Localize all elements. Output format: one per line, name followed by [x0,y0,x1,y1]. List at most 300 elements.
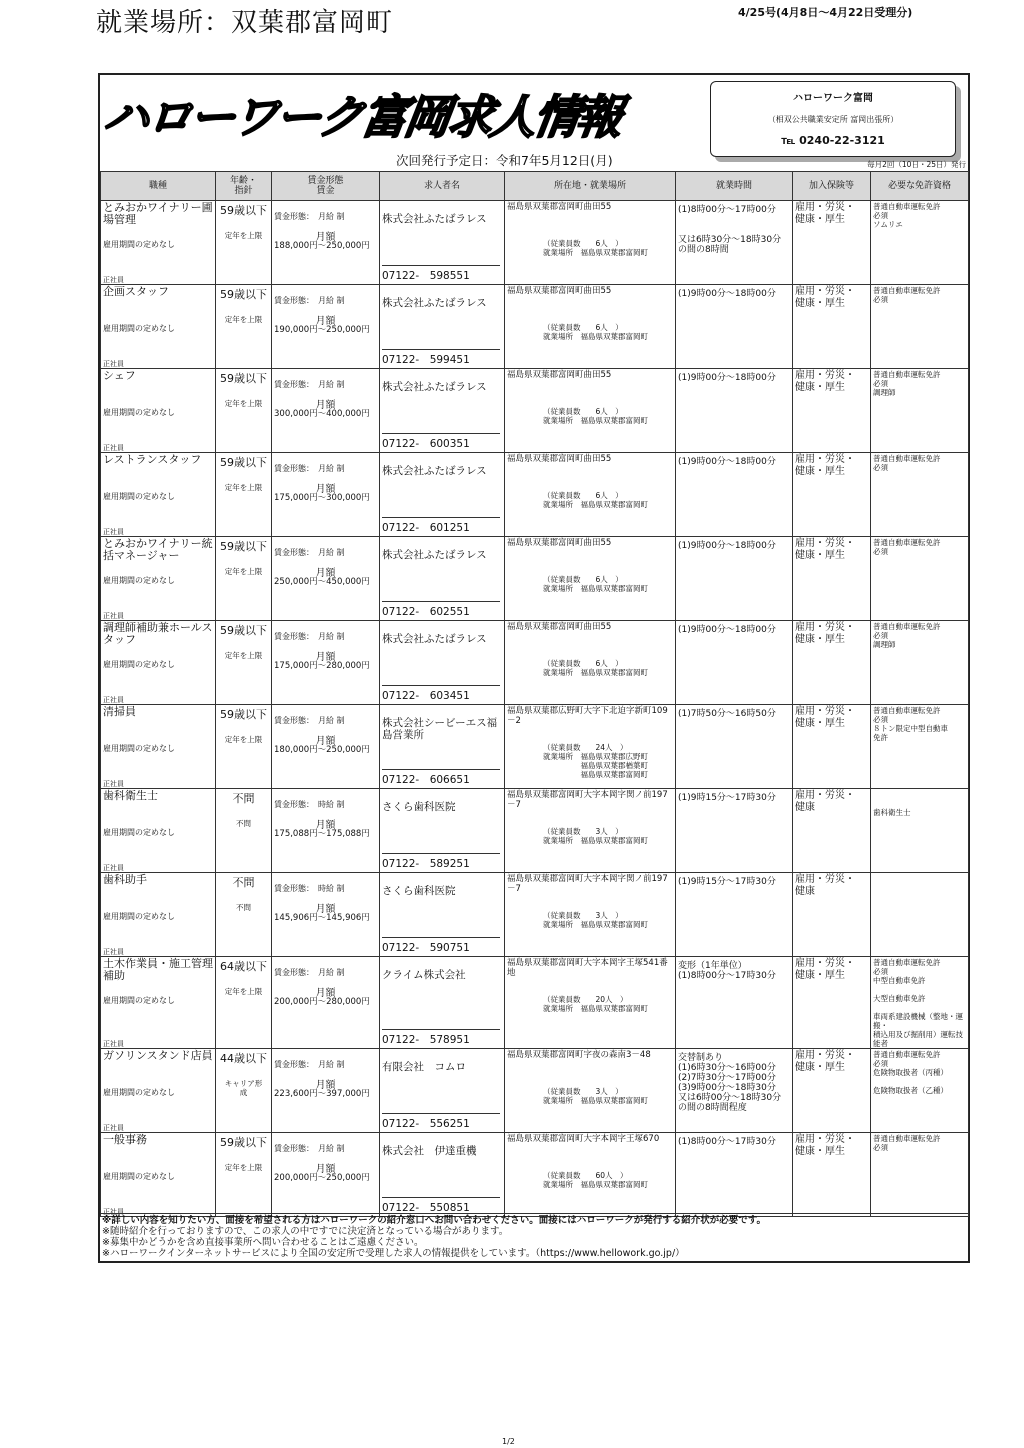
employee-info [543,323,648,341]
age-limit: 59歳以下 [220,372,267,385]
working-hours: (1)8時00分～17時30分 [678,1137,776,1147]
age-cell [216,873,272,957]
employee-count: （従業員数 6人 ） [543,323,623,332]
table-row [101,201,969,285]
wage-cell [272,1049,380,1133]
office-name: ハローワーク富岡 [793,93,873,104]
wage-type: 賃金形態： 時給 制 [274,800,345,809]
wage-range: 300,000円～400,000円 [274,409,370,419]
employer-cell [380,285,505,369]
workplace: 就業場所 福島県双葉郡富岡町 [543,332,648,341]
location-cell [505,285,676,369]
title-cell [101,873,216,957]
wage-cell [272,537,380,621]
wage-label: 月額 [315,988,336,999]
employment-type: 正社員 [103,1208,124,1216]
working-hours: 交替制あり (1)6時30分～16時00分 (2)7時30分～17時00分 (3)9時00分～18時30分 又は6時00分～18時30分 の間の8時間程度 [678,1053,782,1113]
job-number: 07122- 600351 [382,433,500,451]
title-cell [101,285,216,369]
employee-count: （従業員数 3人 ） [543,827,623,836]
age-condition: 定年を上限 [224,987,263,996]
age-condition: 定年を上限 [224,483,263,492]
employee-info [543,743,648,779]
working-hours: (1)9時00分～18時00分 [678,289,776,299]
wage-cell [272,873,380,957]
hours-cell [676,705,793,789]
age-condition: 定年を上限 [224,735,263,744]
age-limit: 59歳以下 [220,708,267,721]
banner-title: ハローワーク富岡求人情報 [99,90,624,144]
insurance-cell [793,621,871,705]
job-number: 07122- 556251 [382,1113,500,1131]
header-cell: 加入保険等 [793,172,871,201]
employment-period: 雇用期間の定めなし [103,1088,175,1097]
insurance-cell [793,705,871,789]
insurance-cell [793,789,871,873]
table-header-row [101,172,969,201]
employee-count: （従業員数 6人 ） [543,575,623,584]
job-number: 07122- 601251 [382,517,500,535]
table-row [101,789,969,873]
hours-cell [676,453,793,537]
insurance-cell [793,1133,871,1217]
table-row [101,957,969,1049]
hours-cell [676,285,793,369]
job-title: 企画スタッフ [103,285,169,298]
license-cell [871,789,969,873]
title-cell [101,1049,216,1133]
wage-type: 賃金形態： 月給 制 [274,632,345,641]
location-cell [505,873,676,957]
employee-info [543,239,648,257]
age-condition: 不問 [236,903,251,912]
wage-label: 月額 [315,232,336,243]
working-hours: 変形（1年単位） (1)8時00分～17時30分 [678,961,776,981]
working-hours: (1)7時50分～16時50分 [678,709,776,719]
age-condition: 定年を上限 [224,231,263,240]
insurance: 雇用・労災・ 健康・厚生 [795,370,855,393]
insurance: 雇用・労災・ 健康・厚生 [795,538,855,561]
license-cell [871,957,969,1049]
required-license: 普通自動車運転免許 必須 [873,1134,941,1152]
employee-info [543,407,648,425]
wage-range: 200,000円～250,000円 [274,1173,370,1183]
insurance-cell [793,1049,871,1133]
title-cell [101,621,216,705]
address: 福島県双葉郡富岡町曲田55 [507,286,612,296]
age-cell [216,789,272,873]
wage-cell [272,453,380,537]
wage-range: 145,906円～145,906円 [274,913,370,923]
job-number: 07122- 590751 [382,937,500,955]
issue-label: 4/25号(4月8日～4月22日受理分) [738,6,913,19]
age-cell [216,537,272,621]
insurance-cell [793,537,871,621]
job-title: レストランスタッフ [103,453,202,466]
wage-type: 賃金形態： 月給 制 [274,296,345,305]
location-cell [505,621,676,705]
workplace: 就業場所 福島県双葉郡富岡町 [543,500,648,509]
employment-type: 正社員 [103,276,124,284]
page-number: 1/2 [502,1437,515,1446]
working-hours: (1)9時00分～18時00分 [678,457,776,467]
employment-period: 雇用期間の定めなし [103,240,175,249]
license-cell [871,873,969,957]
employee-count: （従業員数 6人 ） [543,491,623,500]
insurance-cell [793,285,871,369]
table-row [101,537,969,621]
employer-name: クライム株式会社 [382,969,466,981]
required-license: 普通自動車運転免許 必須 ８トン限定中型自動車 免許 [873,706,948,742]
age-limit: 59歳以下 [220,540,267,553]
page-title: 就業場所：双葉郡富岡町 [96,8,394,38]
header-cell: 所在地・就業場所 [505,172,676,201]
employee-count: （従業員数 6人 ） [543,407,623,416]
required-license: 普通自動車運転免許 必須 調理師 [873,622,941,649]
job-title: とみおかワイナリー圃場管理 [103,201,213,226]
workplace: 就業場所 福島県双葉郡富岡町 [543,1096,648,1105]
employment-type: 正社員 [103,948,124,956]
employer-cell [380,873,505,957]
required-license: 歯科衛生士 [873,808,911,817]
working-hours: (1)9時00分～18時00分 [678,625,776,635]
license-cell [871,621,969,705]
header-cell: 職種 [101,172,216,201]
wage-range: 188,000円～250,000円 [274,241,370,251]
job-title: 歯科助手 [103,873,147,886]
hours-cell [676,1049,793,1133]
employer-name: 株式会社ふたばラレス [382,549,487,561]
age-cell [216,957,272,1049]
table-row [101,453,969,537]
next-issue-date: 次回発行予定日：令和7年5月12日(月) [396,153,613,168]
insurance-cell [793,369,871,453]
wage-label: 月額 [315,904,336,915]
wage-label: 月額 [315,400,336,411]
hours-cell [676,789,793,873]
employer-cell [380,621,505,705]
age-condition: 定年を上限 [224,399,263,408]
location-cell [505,369,676,453]
required-license: 普通自動車運転免許 必須 危険物取扱者（丙種） 危険物取扱者（乙種） [873,1050,948,1095]
employment-period: 雇用期間の定めなし [103,828,175,837]
license-cell [871,285,969,369]
wage-range: 200,000円～280,000円 [274,997,370,1007]
job-title: とみおかワイナリー統括マネージャー [103,537,213,562]
address: 福島県双葉郡富岡町大字本岡字関ノ前197－7 [507,790,668,810]
working-hours: (1)9時15分～17時30分 [678,877,776,887]
wage-label: 月額 [315,736,336,747]
job-number: 07122- 598551 [382,265,500,283]
employee-count: （従業員数 3人 ） [543,911,623,920]
employee-info [543,659,648,677]
insurance: 雇用・労災・ 健康 [795,790,855,813]
title-cell [101,453,216,537]
employer-cell [380,201,505,285]
address: 福島県双葉郡富岡町曲田55 [507,454,612,464]
employer-cell [380,957,505,1049]
wage-label: 月額 [315,1164,336,1175]
address: 福島県双葉郡富岡町大字本岡字王塚541番地 [507,958,668,978]
required-license: 普通自動車運転免許 必須 調理師 [873,370,941,397]
employee-count: （従業員数 6人 ） [543,659,623,668]
license-cell [871,201,969,285]
wage-type: 賃金形態： 月給 制 [274,1060,345,1069]
age-condition: 定年を上限 [224,651,263,660]
workplace: 就業場所 福島県双葉郡富岡町 [543,1004,648,1013]
wage-label: 月額 [315,820,336,831]
employment-type: 正社員 [103,360,124,368]
wage-range: 175,000円～300,000円 [274,493,370,503]
workplace: 就業場所 福島県双葉郡富岡町 [543,836,648,845]
employment-type: 正社員 [103,864,124,872]
age-limit: 不問 [232,792,255,805]
employer-name: 株式会社ふたばラレス [382,213,487,225]
employee-info [543,827,648,845]
age-condition: キャリア形 成 [224,1079,263,1097]
notes [100,1213,968,1260]
table-row [101,1133,969,1217]
table-row [101,873,969,957]
employer-cell [380,369,505,453]
address: 福島県双葉郡富岡町曲田55 [507,202,612,212]
wage-range: 180,000円～250,000円 [274,745,370,755]
insurance: 雇用・労災・ 健康・厚生 [795,622,855,645]
insurance: 雇用・労災・ 健康・厚生 [795,1134,855,1157]
wage-range: 175,000円～280,000円 [274,661,370,671]
employer-cell [380,705,505,789]
hours-cell [676,1133,793,1217]
employer-name: 株式会社ふたばラレス [382,633,487,645]
location-cell [505,1049,676,1133]
insurance-cell [793,873,871,957]
employer-cell [380,453,505,537]
employment-type: 正社員 [103,444,124,452]
job-number: 07122- 578951 [382,1029,500,1047]
age-cell [216,1133,272,1217]
employment-type: 正社員 [103,780,124,788]
wage-range: 223,600円～397,000円 [274,1089,370,1099]
employer-cell [380,1133,505,1217]
office-tel: ℡ 0240-22-3121 [781,134,885,147]
age-condition: 定年を上限 [224,1163,263,1172]
employment-period: 雇用期間の定めなし [103,660,175,669]
age-condition: 不問 [236,819,251,828]
job-number: 07122- 599451 [382,349,500,367]
title-cell [101,789,216,873]
employee-info [543,491,648,509]
location-cell [505,453,676,537]
working-hours: (1)9時00分～18時00分 [678,541,776,551]
employment-period: 雇用期間の定めなし [103,576,175,585]
employee-count: （従業員数 60人 ） [543,1171,628,1180]
job-title: 歯科衛生士 [103,789,158,802]
wage-type: 賃金形態： 月給 制 [274,1144,345,1153]
insurance-cell [793,453,871,537]
employer-cell [380,789,505,873]
working-hours: (1)9時15分～17時30分 [678,793,776,803]
employee-info [543,1087,648,1105]
hours-cell [676,621,793,705]
address: 福島県双葉郡広野町大字下北迫字新町109－2 [507,706,668,726]
wage-type: 賃金形態： 月給 制 [274,968,345,977]
office-box [710,81,956,157]
wage-type: 賃金形態： 月給 制 [274,464,345,473]
job-title: 清掃員 [103,705,136,718]
age-limit: 59歳以下 [220,624,267,637]
address: 福島県双葉郡富岡町曲田55 [507,538,612,548]
hours-cell [676,957,793,1049]
required-license: 普通自動車運転免許 必須 [873,454,941,472]
hours-cell [676,873,793,957]
job-number: 07122- 602551 [382,601,500,619]
wage-cell [272,1133,380,1217]
location-cell [505,537,676,621]
location-cell [505,789,676,873]
workplace: 就業場所 福島県双葉郡富岡町 [543,248,648,257]
working-hours: (1)8時00分～17時00分 又は6時30分～18時30分 の間の8時間 [678,205,782,255]
title-cell [101,705,216,789]
required-license: 普通自動車運転免許 必須 [873,538,941,556]
age-cell [216,705,272,789]
wage-cell [272,201,380,285]
job-title: シェフ [103,369,136,382]
insurance-cell [793,201,871,285]
age-limit: 64歳以下 [220,960,267,973]
age-limit: 59歳以下 [220,204,267,217]
wage-label: 月額 [315,652,336,663]
employment-period: 雇用期間の定めなし [103,1172,175,1181]
required-license: 普通自動車運転免許 必須 [873,286,941,304]
age-limit: 59歳以下 [220,1136,267,1149]
insurance: 雇用・労災・ 健康 [795,874,855,897]
wage-label: 月額 [315,1080,336,1091]
age-limit: 59歳以下 [220,288,267,301]
header-cell: 必要な免許資格 [871,172,969,201]
wage-cell [272,789,380,873]
address: 福島県双葉郡富岡町曲田55 [507,370,612,380]
age-cell [216,1049,272,1133]
working-hours: (1)9時00分～18時00分 [678,373,776,383]
wage-label: 月額 [315,316,336,327]
workplace: 就業場所 福島県双葉郡富岡町 [543,584,648,593]
insurance-cell [793,957,871,1049]
wage-cell [272,957,380,1049]
employment-period: 雇用期間の定めなし [103,912,175,921]
wage-range: 250,000円～450,000円 [274,577,370,587]
location-cell [505,1133,676,1217]
table-row [101,621,969,705]
age-limit: 59歳以下 [220,456,267,469]
employment-period: 雇用期間の定めなし [103,744,175,753]
employer-name: さくら歯科医院 [382,885,456,897]
wage-label: 月額 [315,484,336,495]
note-line: ※ハローワークインターネットサービスにより全国の安定所で受理した求人の情報提供をしています。（https://www.hellowork.go.jp/） [102,1248,685,1259]
hours-cell [676,369,793,453]
office-subname: （相双公共職業安定所 富岡出張所） [767,115,899,124]
employment-type: 正社員 [103,528,124,536]
workplace: 就業場所 福島県双葉郡広野町 福島県双葉郡楢葉町 福島県双葉郡富岡町 [543,752,648,779]
insurance: 雇用・労災・ 健康・厚生 [795,706,855,729]
title-cell [101,1133,216,1217]
employer-name: 株式会社シービーエス福島営業所 [382,717,498,741]
employee-info [543,911,648,929]
wage-type: 賃金形態： 月給 制 [274,380,345,389]
address: 福島県双葉郡富岡町大字本岡字関ノ前197－7 [507,874,668,894]
age-cell [216,201,272,285]
job-title: ガソリンスタンド店員 [103,1049,213,1062]
employee-count: （従業員数 6人 ） [543,239,623,248]
note-line: ※随時紹介を行っておりますので、この求人の中ですでに決定済となっている場合があります。 [102,1226,509,1237]
employer-name: 株式会社ふたばラレス [382,297,487,309]
header-cell: 年齢・ 指針 [216,172,272,201]
wage-range: 175,088円～175,088円 [274,829,370,839]
job-title: 土木作業員・施工管理補助 [103,957,213,982]
employee-count: （従業員数 3人 ） [543,1087,623,1096]
header-cell: 求人者名 [380,172,505,201]
license-cell [871,1133,969,1217]
wage-label: 月額 [315,568,336,579]
title-cell [101,537,216,621]
table-row [101,285,969,369]
insurance: 雇用・労災・ 健康・厚生 [795,958,855,981]
employer-name: 有限会社 コムロ [382,1061,466,1073]
wage-type: 賃金形態： 月給 制 [274,212,345,221]
employment-period: 雇用期間の定めなし [103,408,175,417]
job-number: 07122- 603451 [382,685,500,703]
employee-count: （従業員数 24人 ） [543,743,628,752]
wage-type: 賃金形態： 月給 制 [274,548,345,557]
job-number: 07122- 606651 [382,769,500,787]
employment-type: 正社員 [103,612,124,620]
employment-period: 雇用期間の定めなし [103,996,175,1005]
job-number: 07122- 589251 [382,853,500,871]
location-cell [505,201,676,285]
location-cell [505,957,676,1049]
wage-cell [272,705,380,789]
workplace: 就業場所 福島県双葉郡富岡町 [543,668,648,677]
workplace: 就業場所 福島県双葉郡富岡町 [543,416,648,425]
table-row [101,705,969,789]
age-cell [216,453,272,537]
employment-period: 雇用期間の定めなし [103,324,175,333]
employment-type: 正社員 [103,1124,124,1132]
employer-cell [380,1049,505,1133]
employer-cell [380,537,505,621]
wage-cell [272,285,380,369]
age-condition: 定年を上限 [224,567,263,576]
license-cell [871,705,969,789]
address: 福島県双葉郡富岡町字夜の森南3－48 [507,1050,651,1060]
employee-info [543,995,648,1013]
wage-cell [272,621,380,705]
location-cell [505,705,676,789]
publication-frequency: 毎月2回（10日・25日）発行 [867,160,966,169]
employer-name: 株式会社ふたばラレス [382,465,487,477]
employment-period: 雇用期間の定めなし [103,492,175,501]
age-cell [216,285,272,369]
required-license: 普通自動車運転免許 必須 中型自動車免許 大型自動車免許 車両系建設機械（整地・運搬・ 積込用及び掘削用）運転技能者 [873,958,963,1048]
hours-cell [676,537,793,621]
address: 福島県双葉郡富岡町大字本岡字王塚670 [507,1134,660,1144]
age-cell [216,621,272,705]
job-number: 07122- 550851 [382,1197,500,1215]
age-limit: 不問 [232,876,255,889]
header-cell: 就業時間 [676,172,793,201]
wage-range: 190,000円～250,000円 [274,325,370,335]
insurance: 雇用・労災・ 健康・厚生 [795,202,855,225]
employer-name: さくら歯科医院 [382,801,456,813]
